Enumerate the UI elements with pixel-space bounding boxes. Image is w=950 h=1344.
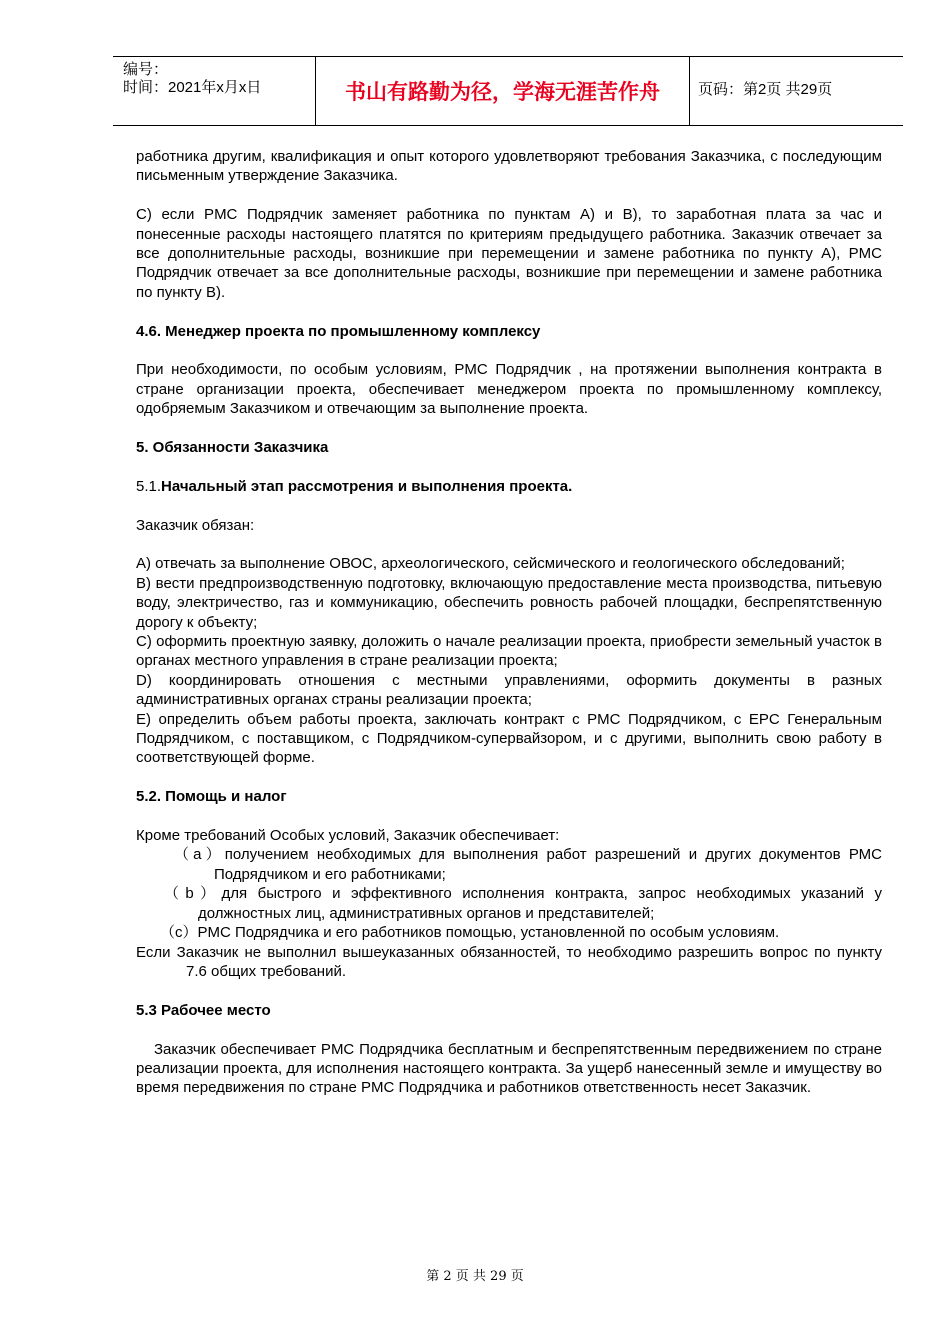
number-label: 编号： — [123, 61, 169, 78]
section-title: Начальный этап рассмотрения и выполнения проекта. — [161, 477, 573, 495]
section-heading: 5.3 Рабочее место — [136, 1001, 271, 1019]
section-heading: 4.6. Менеджер проекта по промышленному комплексу — [136, 322, 541, 340]
paragraph: Кроме требований Особых условий, Заказчик обеспечивает: — [136, 827, 560, 845]
page-header — [113, 56, 903, 126]
list-item: （a）получением необходимых для выполнения работ разрешений и других документов РМС Подрядчиком и его работниками; — [174, 846, 882, 883]
list-item: E) определить объем работы проекта, заключать контракт с PMC Подрядчиком, с EPC Генеральным Подрядчиком, с поставщиком, с Подрядчиком-супервайзором, и с другими, выполнить свою работу в соответствующей форме. — [136, 710, 882, 767]
header-meta-cell — [113, 57, 315, 125]
paragraph: работника другим, квалификация и опыт которого удовлетворяют требования Заказчика, с последующим письменным утверждение Заказчика. — [136, 148, 882, 185]
motto-text: 书山有路勤为径，学海无涯苦作舟 — [345, 80, 660, 104]
paragraph: C) если PMC Подрядчик заменяет работника по пунктам A) и B), то заработная плата за час и понесенные расходы настоящего платятся по критериям предыдущего работника. Заказчик отвечает за все дополнительные расходы, возникшие при перемещении и замене работника по пункту A), PMC Подрядчик отвечает за все дополнительные расходы, возникшие при перемещении и замене работника по пункту B). — [136, 206, 882, 301]
list-item: （b）для быстрого и эффективного исполнения контракта, запрос необходимых указаний у должностных лиц, административных органов и представителей; — [164, 885, 882, 922]
page-info: 页码：第2页 共29页 — [698, 81, 833, 98]
section-number: 5.1. — [136, 477, 162, 495]
list-item: （c）PMC Подрядчика и его работников помощью, установленной по особым условиям. — [160, 924, 780, 942]
paragraph: Заказчик обязан: — [136, 516, 255, 534]
list-item: D) координировать отношения с местными управлениями, оформить документы в разных административных органах страны реализации проекта; — [136, 671, 882, 709]
section-heading: 5.2. Помощь и налог — [136, 788, 287, 806]
paragraph: Если Заказчик не выполнил вышеуказанных обязанностей, то необходимо разрешить вопрос по пункту 7.6 общих требований. — [136, 943, 882, 980]
time-label: 时间：2021年x月x日 — [123, 79, 262, 96]
page-footer: 第 2 页 共 29 页 — [426, 1269, 524, 1284]
paragraph: Заказчик обеспечивает PMC Подрядчика бесплатным и беспрепятственным передвижением по стране реализации проекта, для исполнения настоящего контракта. За ущерб нанесенный земле и имуществу во время передвижения по стране PMC Подрядчика и работников ответственность несет Заказчик. — [136, 1040, 882, 1097]
paragraph: При необходимости, по особым условиям, PMC Подрядчик , на протяжении выполнения контракта в стране организации проекта, обеспечивает менеджером проекта по промышленному комплексу, одобряемым Заказчиком и отвечающим за выполнение проекта. — [136, 361, 882, 418]
list-item: B) вести предпроизводственную подготовку, включающую предоставление места производства, питьевую воду, электричество, газ и коммуникацию, обеспечить ровность рабочей площадки, беспрепятственную дорогу к объекту; — [136, 574, 882, 631]
section-heading: 5. Обязанности Заказчика — [136, 439, 329, 457]
header-motto-cell — [315, 57, 690, 125]
header-page-cell — [688, 57, 903, 125]
section-heading — [136, 477, 882, 496]
document-body — [136, 147, 882, 1098]
list-item: C) оформить проектную заявку, доложить о начале реализации проекта, приобрести земельный участок в органах местного управления в стране реализации проекта; — [136, 633, 882, 670]
list-item: A) отвечать за выполнение ОВОС, археологического, сейсмического и геологического обследований; — [136, 555, 845, 573]
